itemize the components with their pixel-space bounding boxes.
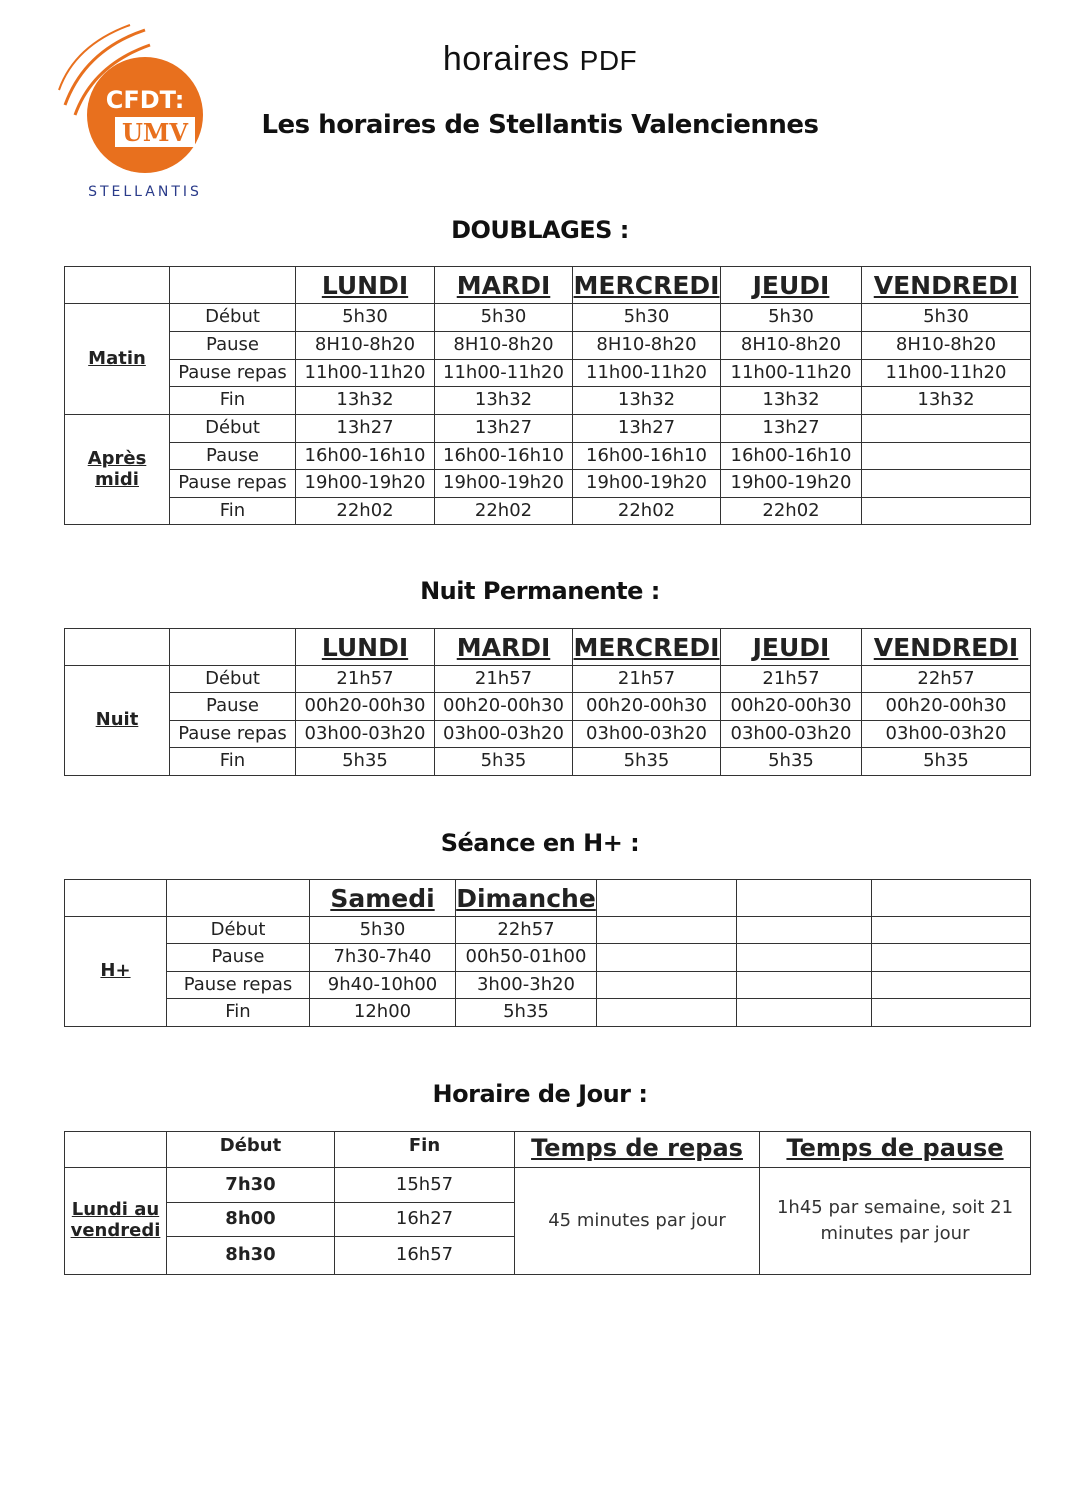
page-title-suffix: PDF — [579, 45, 638, 76]
schedule-cell: 22h57 — [456, 917, 597, 944]
schedule-cell: 21h57 — [435, 666, 573, 693]
schedule-cell: 03h00-03h20 — [435, 721, 573, 748]
schedule-cell: 16h00-16h10 — [296, 443, 435, 470]
day-header: Samedi — [310, 880, 456, 917]
temps-repas-cell: 45 minutes par jour — [515, 1168, 760, 1275]
schedule-cell: 12h00 — [310, 999, 456, 1027]
day-header: VENDREDI — [862, 267, 1031, 304]
schedule-cell: 13h32 — [862, 387, 1031, 415]
schedule-cell: 00h50-01h00 — [456, 944, 597, 972]
day-header: MARDI — [435, 629, 573, 666]
schedule-cell: 7h30-7h40 — [310, 944, 456, 972]
row-label: Pause — [170, 693, 296, 721]
schedule-cell — [862, 498, 1031, 525]
schedule-cell: 11h00-11h20 — [573, 360, 721, 387]
schedule-cell: 8H10-8h20 — [435, 332, 573, 360]
schedule-cell: 03h00-03h20 — [296, 721, 435, 748]
schedule-cell: 5h35 — [862, 748, 1031, 776]
shift-group-label: Matin — [65, 304, 170, 415]
schedule-cell: 5h35 — [573, 748, 721, 776]
schedule-cell: 00h20-00h30 — [862, 693, 1031, 721]
column-header: Fin — [335, 1132, 515, 1168]
fin-cell: 15h57 — [335, 1168, 515, 1203]
schedule-cell: 11h00-11h20 — [862, 360, 1031, 387]
row-label: Fin — [170, 498, 296, 525]
day-header: MERCREDI — [573, 629, 721, 666]
schedule-cell: 13h32 — [721, 387, 862, 415]
column-header: Début — [167, 1132, 335, 1168]
schedule-cell: 5h30 — [296, 304, 435, 332]
schedule-cell: 19h00-19h20 — [573, 470, 721, 498]
row-label: Pause repas — [170, 721, 296, 748]
schedule-cell: 19h00-19h20 — [435, 470, 573, 498]
schedule-cell: 21h57 — [573, 666, 721, 693]
row-label: Pause — [170, 332, 296, 360]
schedule-cell: 8H10-8h20 — [573, 332, 721, 360]
logo-line2: UMV — [121, 118, 189, 147]
row-label: Début — [170, 415, 296, 443]
schedule-cell: 11h00-11h20 — [435, 360, 573, 387]
nuit-table — [64, 628, 1031, 776]
day-header: JEUDI — [721, 629, 862, 666]
schedule-cell: 16h00-16h10 — [573, 443, 721, 470]
schedule-cell: 16h00-16h10 — [721, 443, 862, 470]
schedule-cell: 11h00-11h20 — [721, 360, 862, 387]
schedule-cell — [862, 443, 1031, 470]
schedule-cell: 21h57 — [721, 666, 862, 693]
schedule-cell: 22h02 — [296, 498, 435, 525]
doublages-table — [64, 266, 1031, 525]
row-label: Fin — [170, 748, 296, 776]
schedule-cell: 22h02 — [721, 498, 862, 525]
schedule-cell: 00h20-00h30 — [296, 693, 435, 721]
schedule-cell: 5h30 — [862, 304, 1031, 332]
schedule-cell: 00h20-00h30 — [721, 693, 862, 721]
column-header: Temps de repas — [515, 1132, 760, 1168]
shift-group-label: Lundi au vendredi — [65, 1168, 167, 1275]
column-header: Temps de pause — [760, 1132, 1031, 1168]
schedule-cell: 00h20-00h30 — [573, 693, 721, 721]
fin-cell: 16h57 — [335, 1237, 515, 1275]
page-title — [0, 40, 1080, 79]
debut-cell: 8h30 — [167, 1237, 335, 1275]
section-title-hplus: Séance en H+ : — [440, 829, 640, 857]
day-header: JEUDI — [721, 267, 862, 304]
schedule-cell: 13h32 — [573, 387, 721, 415]
schedule-cell: 03h00-03h20 — [862, 721, 1031, 748]
page-subtitle: Les horaires de Stellantis Valenciennes — [261, 110, 819, 140]
row-label: Fin — [170, 387, 296, 415]
section-title-jour: Horaire de Jour : — [432, 1080, 648, 1108]
row-label: Fin — [167, 999, 310, 1027]
schedule-cell: 03h00-03h20 — [721, 721, 862, 748]
schedule-cell: 13h32 — [296, 387, 435, 415]
section-title-doublages: DOUBLAGES : — [451, 216, 629, 244]
logo-brand: STELLANTIS — [88, 184, 202, 200]
debut-cell: 8h00 — [167, 1203, 335, 1237]
schedule-cell: 5h30 — [310, 917, 456, 944]
temps-pause-cell: 1h45 par semaine, soit 21 minutes par jour — [760, 1168, 1031, 1275]
row-label: Pause repas — [170, 470, 296, 498]
day-header: MERCREDI — [573, 267, 721, 304]
schedule-cell: 21h57 — [296, 666, 435, 693]
shift-group-label: Après midi — [65, 415, 170, 525]
schedule-cell: 19h00-19h20 — [296, 470, 435, 498]
schedule-cell — [862, 415, 1031, 443]
schedule-cell: 13h27 — [435, 415, 573, 443]
day-header: VENDREDI — [862, 629, 1031, 666]
schedule-cell — [862, 470, 1031, 498]
schedule-cell: 13h27 — [721, 415, 862, 443]
schedule-cell: 11h00-11h20 — [296, 360, 435, 387]
schedule-cell: 22h02 — [435, 498, 573, 525]
schedule-cell: 13h27 — [296, 415, 435, 443]
shift-group-label: Nuit — [65, 666, 170, 776]
row-label: Pause repas — [170, 360, 296, 387]
schedule-cell: 22h57 — [862, 666, 1031, 693]
row-label: Pause repas — [167, 972, 310, 999]
schedule-cell: 8H10-8h20 — [296, 332, 435, 360]
row-label: Pause — [167, 944, 310, 972]
row-label: Pause — [170, 443, 296, 470]
row-label: Début — [167, 917, 310, 944]
shift-group-label: H+ — [65, 917, 167, 1027]
day-header: LUNDI — [296, 267, 435, 304]
row-label: Début — [170, 304, 296, 332]
debut-cell: 7h30 — [167, 1168, 335, 1203]
schedule-cell: 16h00-16h10 — [435, 443, 573, 470]
fin-cell: 16h27 — [335, 1203, 515, 1237]
schedule-cell: 8H10-8h20 — [862, 332, 1031, 360]
page-title-text: horaires — [442, 40, 570, 78]
section-title-nuit: Nuit Permanente : — [420, 577, 660, 605]
schedule-cell: 19h00-19h20 — [721, 470, 862, 498]
schedule-cell: 9h40-10h00 — [310, 972, 456, 999]
schedule-cell: 22h02 — [573, 498, 721, 525]
schedule-cell: 00h20-00h30 — [435, 693, 573, 721]
day-header: MARDI — [435, 267, 573, 304]
schedule-cell: 03h00-03h20 — [573, 721, 721, 748]
day-header: LUNDI — [296, 629, 435, 666]
schedule-cell: 8H10-8h20 — [721, 332, 862, 360]
schedule-cell: 5h35 — [456, 999, 597, 1027]
schedule-cell: 13h32 — [435, 387, 573, 415]
schedule-cell: 5h30 — [435, 304, 573, 332]
row-label: Début — [170, 666, 296, 693]
logo-line1: CFDT: — [105, 86, 185, 114]
schedule-cell: 5h35 — [435, 748, 573, 776]
schedule-cell: 5h35 — [296, 748, 435, 776]
schedule-cell: 5h30 — [573, 304, 721, 332]
jour-table — [64, 1131, 1031, 1275]
schedule-cell: 5h35 — [721, 748, 862, 776]
hplus-table — [64, 879, 1031, 1027]
schedule-cell: 5h30 — [721, 304, 862, 332]
schedule-cell: 13h27 — [573, 415, 721, 443]
day-header: Dimanche — [456, 880, 597, 917]
schedule-cell: 3h00-3h20 — [456, 972, 597, 999]
